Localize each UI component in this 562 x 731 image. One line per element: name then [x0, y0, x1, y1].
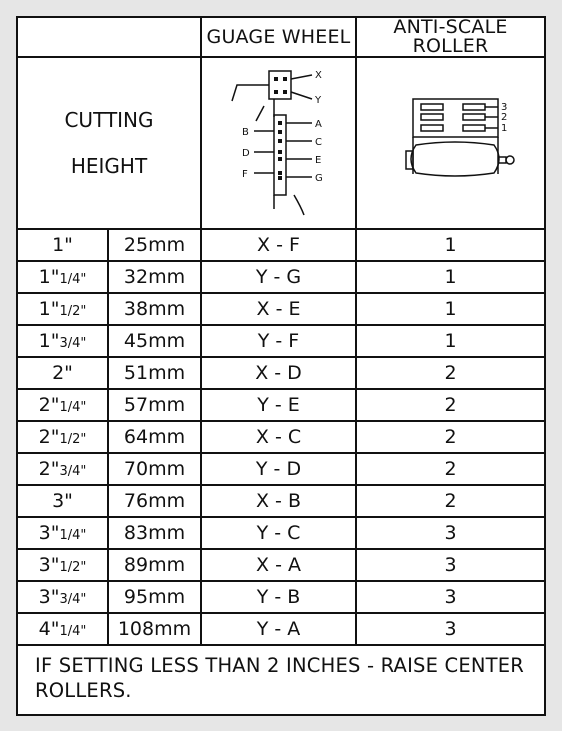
guage-setting-cell: X - A	[201, 549, 356, 581]
table-row	[18, 421, 544, 453]
roller-setting-cell: 2	[356, 389, 544, 421]
label-a: A	[314, 118, 322, 130]
roller-label-2: 2	[501, 111, 508, 123]
guage-setting-cell: X - D	[201, 357, 356, 389]
inch-value: 2"	[38, 457, 60, 480]
inch-value: 3"	[38, 585, 60, 608]
anti-scale-roller-diagram-cell	[356, 57, 544, 229]
mm-cell: 76mm	[108, 485, 201, 517]
inch-fraction: 3/4"	[59, 335, 87, 351]
label-y: Y	[314, 94, 321, 106]
roller-setting-cell: 3	[356, 613, 544, 645]
roller-setting-cell: 1	[356, 229, 544, 261]
guage-setting-cell: Y - D	[201, 453, 356, 485]
table-row	[18, 261, 544, 293]
table-row	[18, 581, 544, 613]
inch-cell	[18, 453, 108, 485]
mm-cell: 45mm	[108, 325, 201, 357]
inch-cell	[18, 421, 108, 453]
cutting-label: CUTTING	[64, 108, 154, 132]
inch-fraction: 1/4"	[59, 271, 87, 287]
inch-value: 1"	[38, 297, 60, 320]
inch-fraction: 3/4"	[59, 591, 87, 607]
label-x: X	[314, 69, 322, 81]
roller-setting-cell: 3	[356, 581, 544, 613]
mm-cell: 108mm	[108, 613, 201, 645]
inch-fraction: 3/4"	[59, 463, 87, 479]
table-row	[18, 229, 544, 261]
table-row	[18, 517, 544, 549]
inch-value: 2"	[52, 361, 73, 384]
guage-setting-cell: X - C	[201, 421, 356, 453]
inch-cell	[18, 485, 108, 517]
table-row	[18, 293, 544, 325]
inch-cell	[18, 581, 108, 613]
inch-value: 2"	[38, 425, 60, 448]
table-row	[18, 389, 544, 421]
cutting-height-chart	[16, 16, 546, 716]
roller-setting-cell: 2	[356, 421, 544, 453]
label-d: D	[241, 147, 250, 159]
header-row	[18, 18, 544, 57]
guage-setting-cell: Y - C	[201, 517, 356, 549]
anti-scale-roller-header: ANTI-SCALE ROLLER	[356, 18, 544, 57]
roller-label-3: 3	[501, 101, 508, 113]
roller-setting-cell: 2	[356, 453, 544, 485]
inch-cell	[18, 261, 108, 293]
table-row	[18, 357, 544, 389]
roller-setting-cell: 1	[356, 325, 544, 357]
mm-cell: 32mm	[108, 261, 201, 293]
table-row	[18, 549, 544, 581]
cutting-height-cell	[18, 57, 201, 229]
inch-fraction: 1/2"	[59, 431, 87, 447]
inch-fraction: 1/4"	[59, 527, 87, 543]
inch-value: 1"	[38, 265, 60, 288]
inch-value: 3"	[38, 553, 60, 576]
inch-value: 4"	[38, 617, 60, 640]
mm-cell: 38mm	[108, 293, 201, 325]
roller-setting-cell: 3	[356, 517, 544, 549]
inch-fraction: 1/4"	[59, 623, 87, 639]
diagram-row	[18, 57, 544, 229]
inch-fraction: 1/2"	[59, 303, 87, 319]
guage-setting-cell: Y - E	[201, 389, 356, 421]
inch-value: 1"	[38, 329, 60, 352]
inch-cell	[18, 517, 108, 549]
guage-setting-cell: X - E	[201, 293, 356, 325]
guage-setting-cell: Y - G	[201, 261, 356, 293]
roller-setting-cell: 3	[356, 549, 544, 581]
mm-cell: 70mm	[108, 453, 201, 485]
inch-fraction: 1/2"	[59, 559, 87, 575]
inch-cell	[18, 229, 108, 261]
guage-wheel-diagram	[204, 59, 354, 224]
guage-setting-cell: X - B	[201, 485, 356, 517]
inch-cell	[18, 549, 108, 581]
inch-value: 3"	[38, 521, 60, 544]
footer-note: IF SETTING LESS THAN 2 INCHES - RAISE CENTER ROLLERS.	[35, 654, 525, 702]
table-row	[18, 325, 544, 357]
inch-fraction: 1/4"	[59, 399, 87, 415]
guage-setting-cell: Y - B	[201, 581, 356, 613]
header-blank-cell	[18, 18, 201, 57]
mm-cell: 64mm	[108, 421, 201, 453]
inch-cell	[18, 325, 108, 357]
roller-setting-cell: 2	[356, 357, 544, 389]
guage-setting-cell: Y - A	[201, 613, 356, 645]
mm-cell: 57mm	[108, 389, 201, 421]
label-b: B	[241, 126, 249, 138]
inch-cell	[18, 389, 108, 421]
guage-setting-cell: Y - F	[201, 325, 356, 357]
guage-wheel-diagram-cell	[201, 57, 356, 229]
mm-cell: 83mm	[108, 517, 201, 549]
table-row	[18, 485, 544, 517]
mm-cell: 25mm	[108, 229, 201, 261]
label-f: F	[241, 168, 248, 180]
table-row	[18, 453, 544, 485]
roller-setting-cell: 1	[356, 293, 544, 325]
settings-table	[18, 18, 544, 646]
label-e: E	[314, 154, 321, 166]
height-label: HEIGHT	[70, 154, 148, 178]
guage-setting-cell: X - F	[201, 229, 356, 261]
anti-scale-roller-diagram	[358, 59, 543, 224]
inch-cell	[18, 357, 108, 389]
label-g: G	[314, 172, 323, 184]
roller-label-1: 1	[501, 122, 508, 134]
inch-value: 3"	[52, 489, 73, 512]
mm-cell: 51mm	[108, 357, 201, 389]
guage-wheel-header: GUAGE WHEEL	[201, 18, 356, 57]
mm-cell: 89mm	[108, 549, 201, 581]
label-c: C	[314, 136, 322, 148]
mm-cell: 95mm	[108, 581, 201, 613]
inch-value: 1"	[52, 233, 73, 256]
inch-cell	[18, 293, 108, 325]
roller-setting-cell: 2	[356, 485, 544, 517]
inch-value: 2"	[38, 393, 60, 416]
roller-setting-cell: 1	[356, 261, 544, 293]
